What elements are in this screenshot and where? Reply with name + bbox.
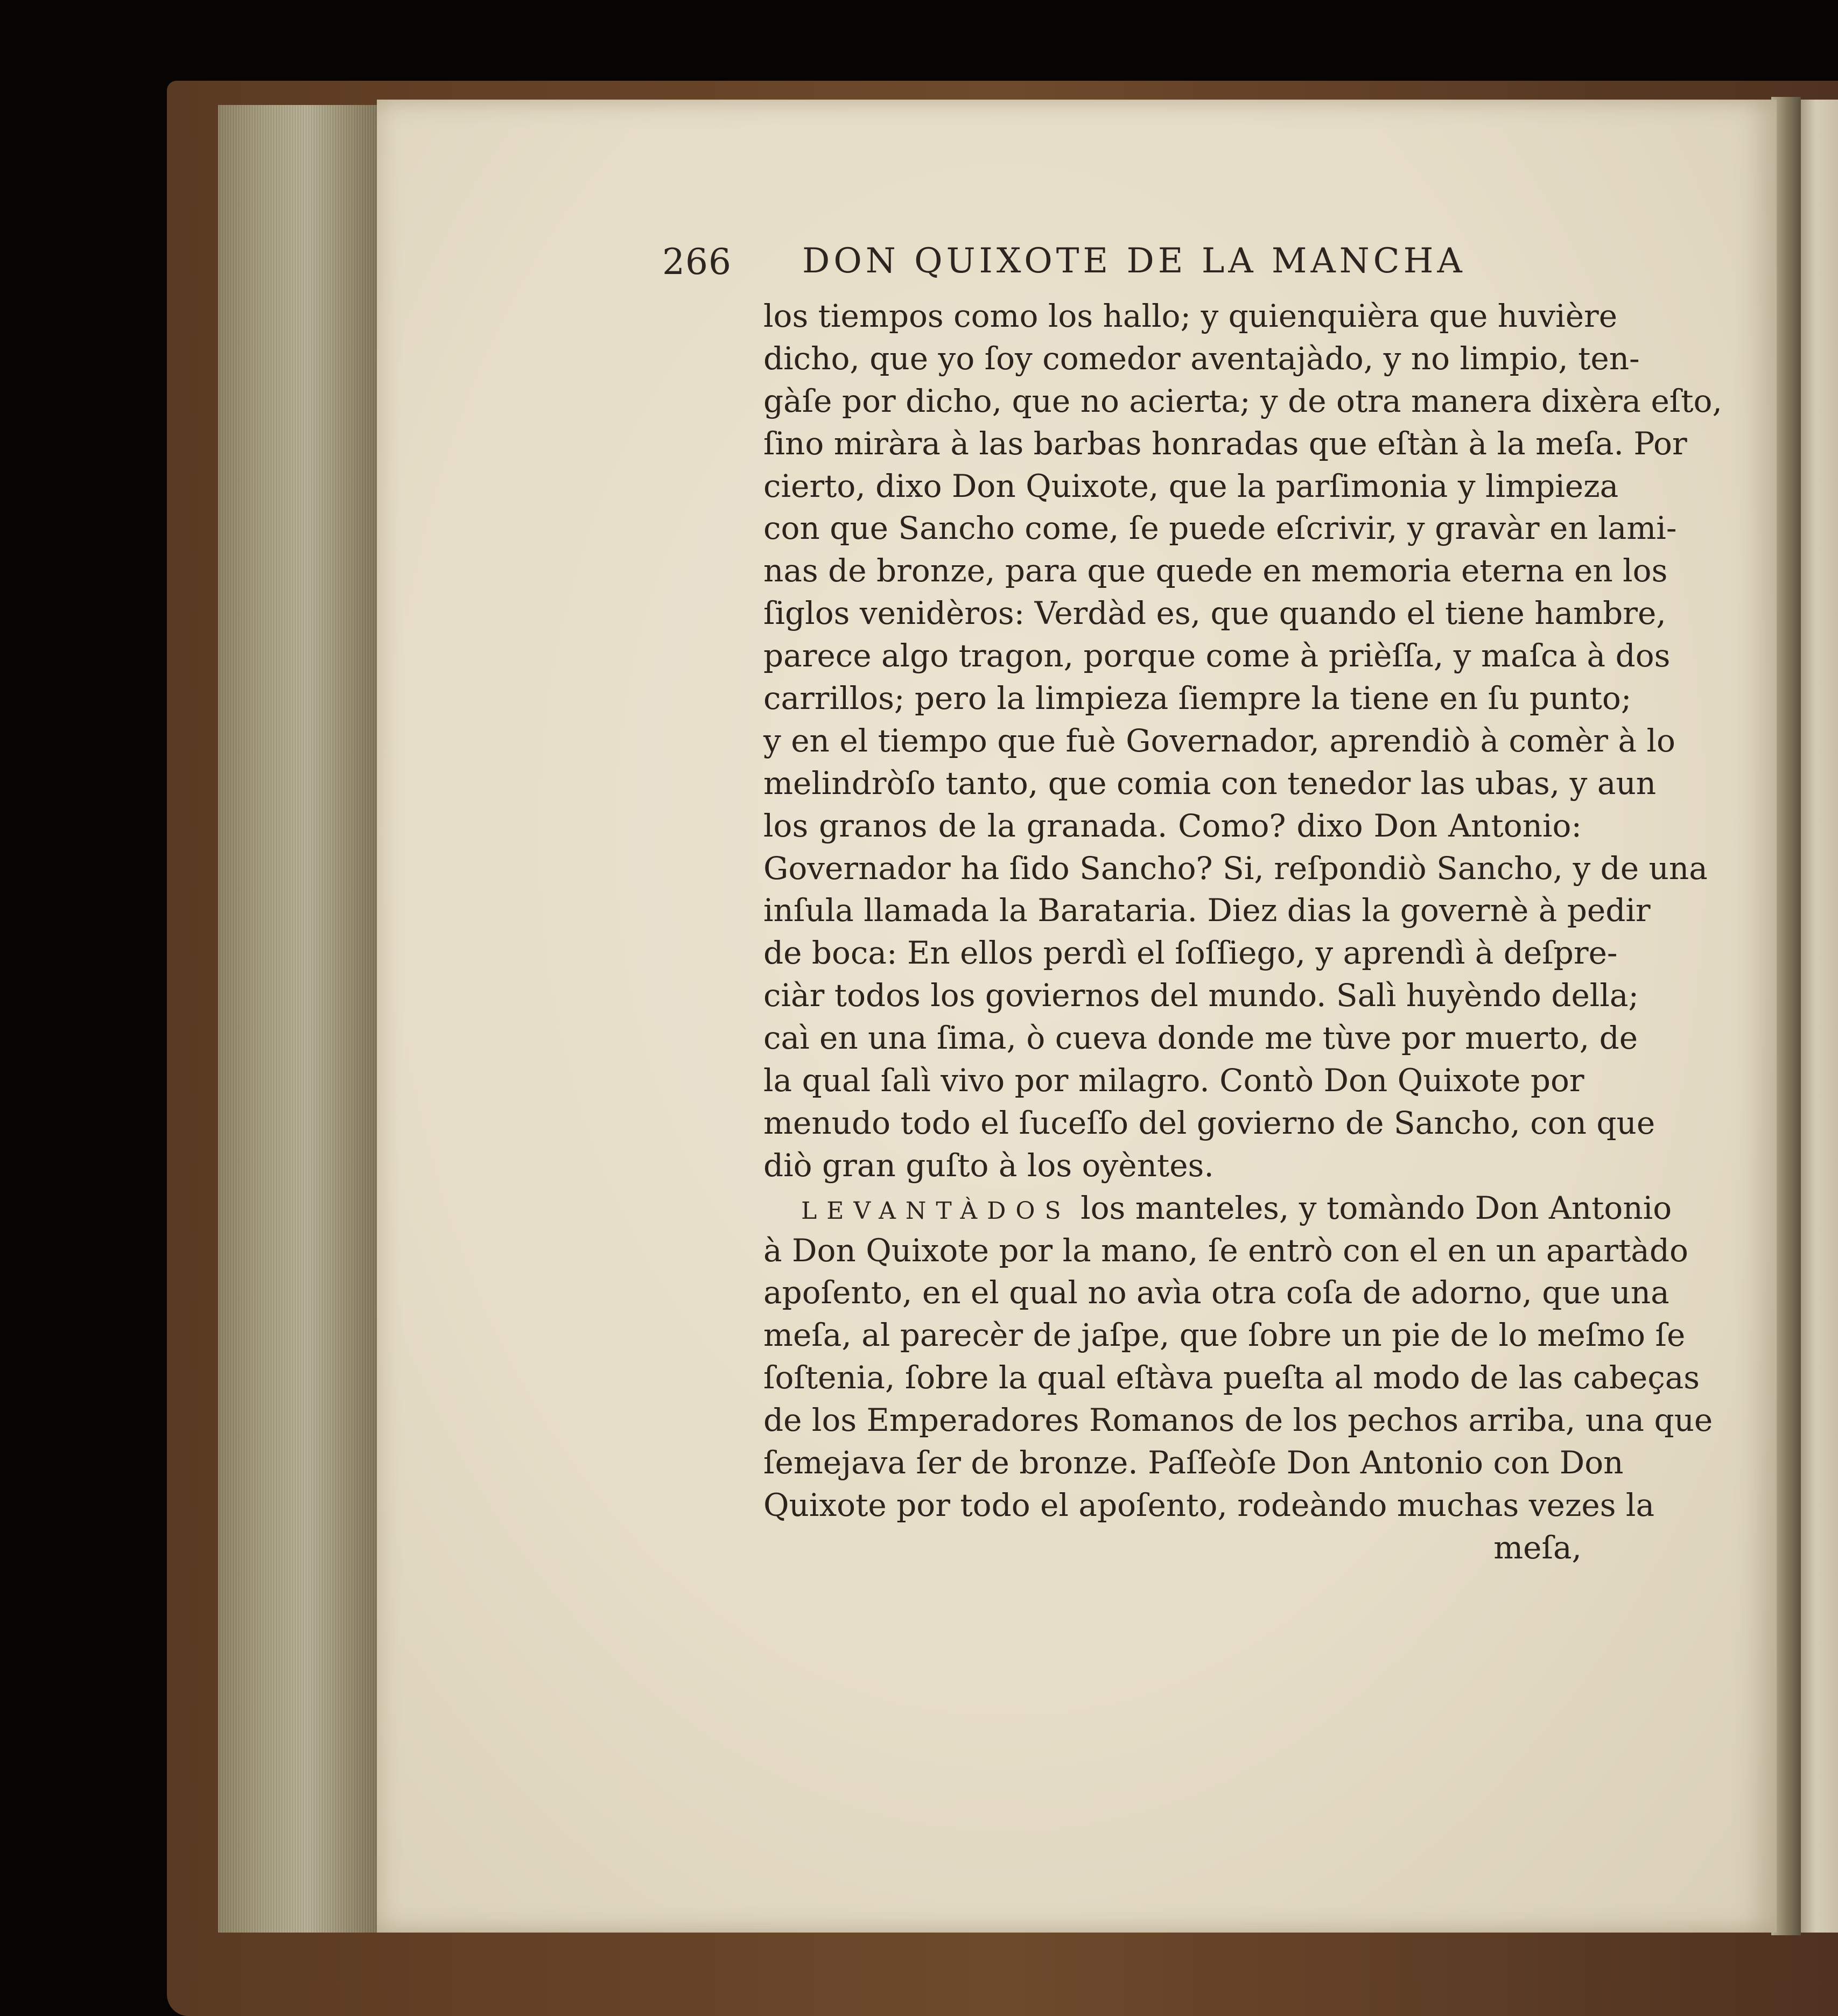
page-number: 266 xyxy=(662,241,732,283)
text-line: ciàr todos los goviernos del mundo. Salì huyèndo della; xyxy=(763,977,1639,1014)
text-line: ſoſtenia, ſobre la qual eſtàva pueſta al modo de las cabeças xyxy=(763,1359,1700,1396)
text-line: los granos de la granada. Como? dixo Don Antonio: xyxy=(763,807,1582,844)
text-line: Quixote por todo el apoſento, rodeàndo muchas vezes la xyxy=(763,1486,1655,1523)
text-line: ſino miràra à las barbas honradas que eſtàn à la meſa. Por xyxy=(763,425,1687,462)
page-edges xyxy=(218,105,382,1933)
text-line: ſemejava ſer de bronze. Paſſeòſe Don Antonio con Don xyxy=(763,1444,1624,1481)
paragraph-1 xyxy=(763,295,1722,1187)
text-line: ſiglos venidèros: Verdàd es, que quando el tiene hambre, xyxy=(763,595,1666,632)
text-line: caì en una ſima, ò cueva donde me tùve por muerto, de xyxy=(763,1020,1638,1057)
body-text xyxy=(763,295,1722,1569)
text-line xyxy=(763,1187,1672,1230)
paragraph-2 xyxy=(763,1187,1713,1527)
text-line: dicho, que yo ſoy comedor aventajàdo, y no limpio, ten- xyxy=(763,340,1640,377)
text-line: melindròſo tanto, que comia con tenedor las ubas, y aun xyxy=(763,764,1657,802)
running-head xyxy=(662,241,1491,290)
text-line: los tiempos como los hallo; y quienquièra que huvière xyxy=(763,298,1618,334)
text-line: con que Sancho come, ſe puede eſcrivir, y gravàr en lami- xyxy=(763,510,1677,547)
text-line: de los Emperadores Romanos de los pechos arriba, una que xyxy=(763,1402,1713,1439)
running-title: DON QUIXOTE DE LA MANCHA xyxy=(802,241,1466,281)
paragraph-lead-smallcaps: LEVANTÀDOS xyxy=(801,1197,1071,1225)
text-line: inſula llamada la Barataria. Diez dias la governè à pedir xyxy=(763,892,1651,929)
text-line: apoſento, en el qual no avìa otra coſa de adorno, que una xyxy=(763,1274,1669,1311)
text-line: Governador ha ſido Sancho? Si, reſpondiò Sancho, y de una xyxy=(763,849,1708,887)
text-line: parece algo tragon, porque come à prièſſa, y maſca à dos xyxy=(763,637,1671,675)
text-line: nas de bronze, para que quede en memoria eterna en los xyxy=(763,552,1668,589)
text-line: meſa, al parecèr de jaſpe, que ſobre un pie de lo meſmo ſe xyxy=(763,1317,1686,1354)
text-line: menudo todo el ſuceſſo del govierno de Sancho, con que xyxy=(763,1104,1655,1141)
text-line: la qual ſalì vivo por milagro. Contò Don Quixote por xyxy=(763,1062,1584,1099)
text-line: carrillos; pero la limpieza ſiempre la tiene en ſu punto; xyxy=(763,680,1632,717)
text-line: à Don Quixote por la mano, ſe entrò con el en un apartàdo xyxy=(763,1232,1688,1269)
text-line: diò gran guſto à los oyèntes. xyxy=(763,1147,1214,1184)
text-line: y en el tiempo que fuè Governador, aprendiò à comèr à lo xyxy=(763,722,1675,759)
text-line: gàſe por dicho, que no acierta; y de otra manera dixèra eſto, xyxy=(763,382,1722,419)
text-line: cierto, dixo Don Quixote, que la parſimonia y limpieza xyxy=(763,467,1619,504)
facing-page-edge xyxy=(1801,100,1838,1933)
text-line: de boca: En ellos perdì el ſoſſiego, y aprendì à deſpre- xyxy=(763,935,1618,972)
catchword: meſa, xyxy=(1493,1529,1582,1566)
paragraph-lead-rest: los manteles, y tomàndo Don Antonio xyxy=(1081,1189,1672,1226)
